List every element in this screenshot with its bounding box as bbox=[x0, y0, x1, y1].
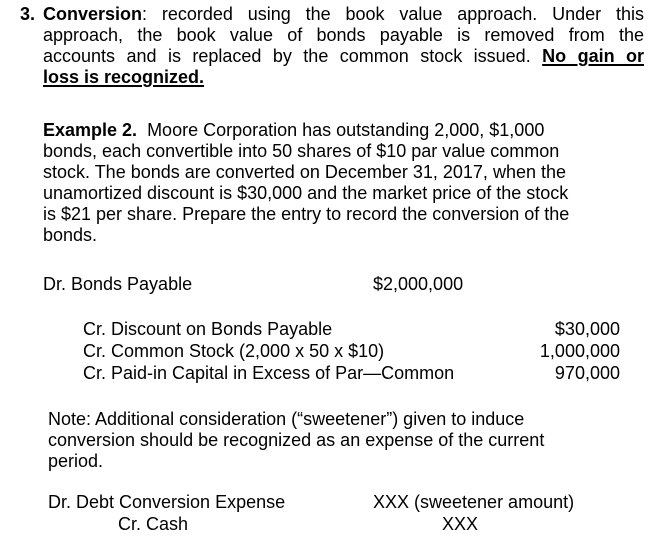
section-line-2: approach, the book value of bonds payable is removed from the bbox=[43, 25, 644, 45]
example-line-2: bonds, each convertible into 50 shares of $10 par value common bbox=[43, 141, 560, 161]
credit-amount-paid-in-capital: 970,000 bbox=[554, 363, 620, 383]
example-line-1: Example 2. Moore Corporation has outstanding 2,000, $1,000 bbox=[43, 120, 545, 140]
no-gain-emphasis: No gain or bbox=[542, 46, 645, 66]
section-term: Conversion bbox=[43, 4, 143, 24]
credit-amount-discount: $30,000 bbox=[554, 319, 620, 339]
example-line-6: bonds. bbox=[43, 225, 98, 245]
credit-account-paid-in-capital: Cr. Paid-in Capital in Excess of Par—Common bbox=[83, 363, 455, 383]
section-line-4 bbox=[43, 67, 644, 88]
debit-amount-expense: XXX (sweetener amount) bbox=[373, 492, 575, 512]
debit-amount: $2,000,000 bbox=[373, 274, 464, 294]
example-2 bbox=[43, 120, 643, 246]
credit-account-discount: Cr. Discount on Bonds Payable bbox=[83, 319, 333, 339]
section-body bbox=[43, 4, 644, 88]
debit-account-expense: Dr. Debt Conversion Expense bbox=[48, 492, 286, 512]
credit-amount-common-stock: 1,000,000 bbox=[539, 341, 620, 361]
example-line-3: stock. The bonds are converted on December 31, 2017, when the bbox=[43, 162, 566, 182]
section-line-3: accounts and is replaced by the common stock issued. No gain or bbox=[43, 46, 645, 66]
credit-account-common-stock: Cr. Common Stock (2,000 x 50 x $10) bbox=[83, 341, 385, 361]
note-line-2: conversion should be recognized as an expense of the current bbox=[48, 430, 545, 450]
credit-amount-cash: XXX bbox=[442, 514, 479, 534]
example-label: Example 2. bbox=[43, 120, 138, 140]
example-line-5: is $21 per share. Prepare the entry to record the conversion of the bbox=[43, 204, 570, 224]
credit-account-cash: Cr. Cash bbox=[118, 514, 189, 534]
example-line-4: unamortized discount is $30,000 and the market price of the stock bbox=[43, 183, 569, 203]
note-line-1: Note: Additional consideration (“sweetener”) given to induce bbox=[48, 409, 525, 429]
debit-account: Dr. Bonds Payable bbox=[43, 274, 193, 294]
loss-recognized-emphasis: loss is recognized. bbox=[43, 67, 205, 87]
section-line-1: Conversion: recorded using the book value approach. Under this bbox=[43, 4, 644, 24]
section-number: 3. bbox=[20, 4, 36, 24]
note-line-3: period. bbox=[48, 451, 104, 471]
sweetener-note bbox=[48, 409, 648, 472]
